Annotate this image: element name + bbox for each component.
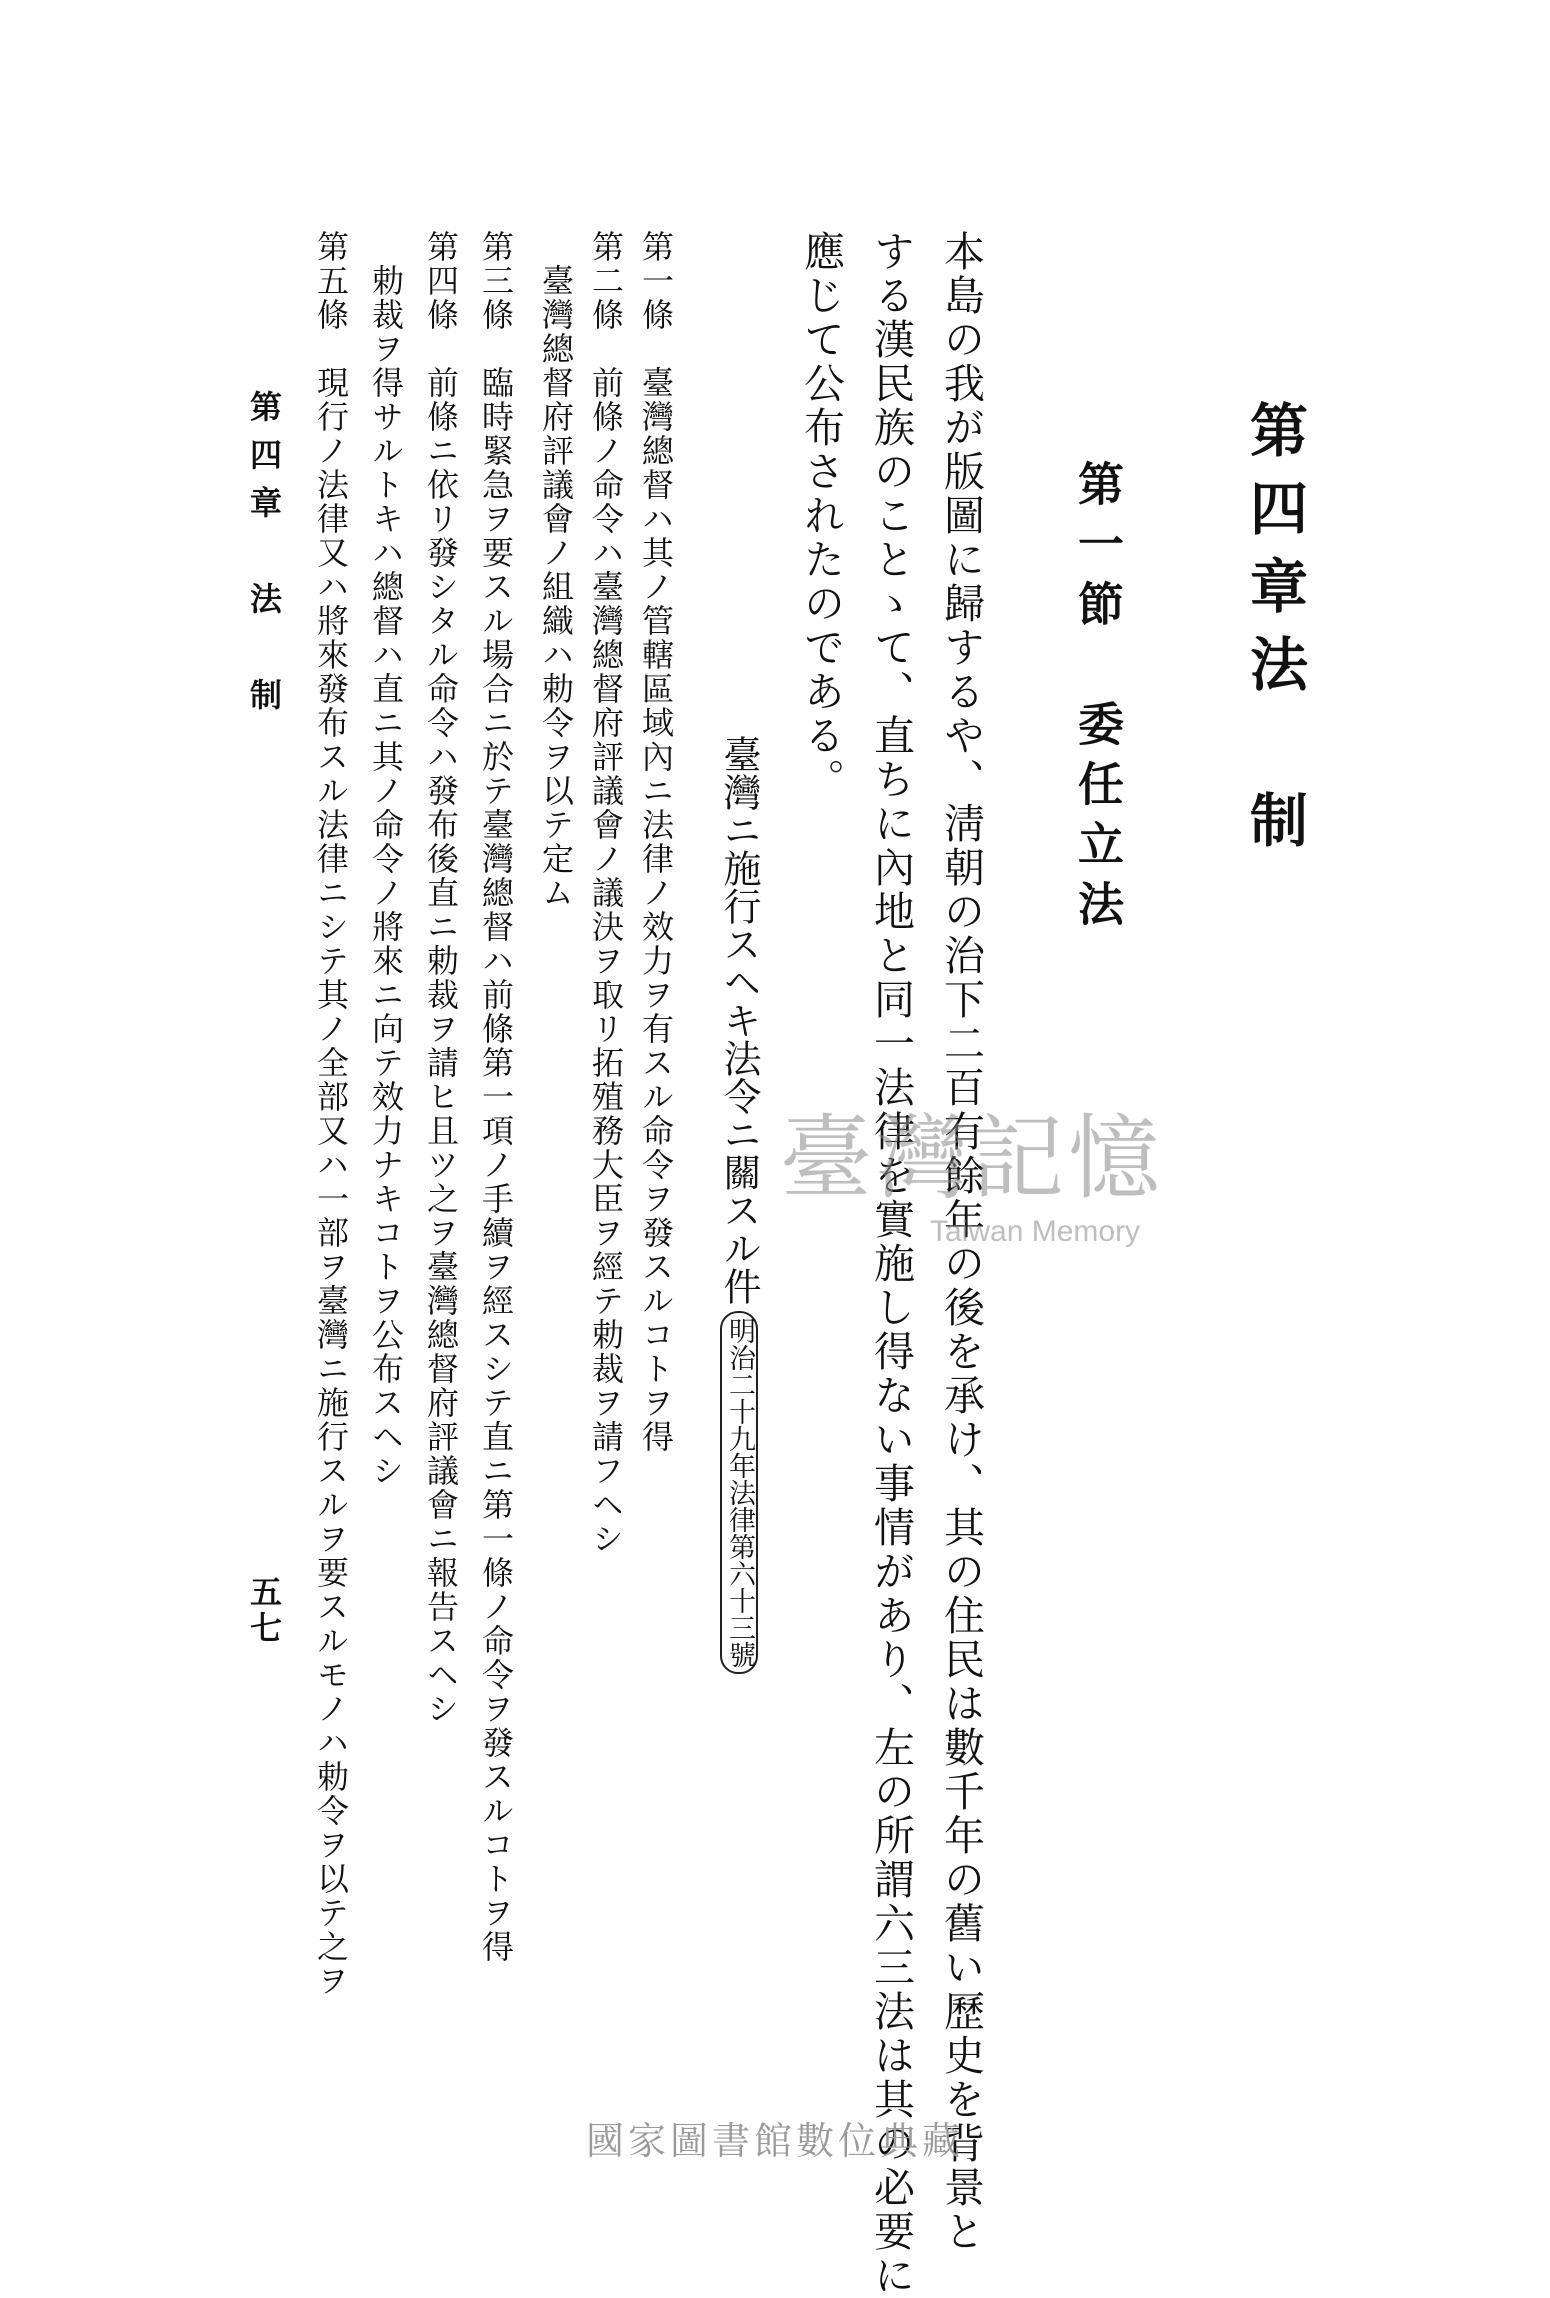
law-title <box>717 735 761 1674</box>
article-2: 第二條 前條ノ命令ハ臺灣總督府評議會ノ議決ヲ取リ拓殖務大臣ヲ經テ勅裁ヲ請フヘシ <box>587 230 625 1556</box>
page-number: 五七 <box>245 1575 283 1647</box>
chapter-title: 第四章法 制 <box>1240 400 1308 868</box>
article-4-para-2: 勅裁ヲ得サルトキハ總督ハ直ニ其ノ命令ノ將來ニ向テ效力ナキコトヲ公布スヘシ <box>367 230 405 1488</box>
watermark-en-text: Taiwan Memory <box>930 1215 1141 1248</box>
article-4: 第四條 前條ニ依リ發シタル命令ハ發布後直ニ勅裁ヲ請ヒ且ツ之ヲ臺灣總督府評議會ニ報告スヘシ <box>422 230 460 1726</box>
watermark-cjk-text: 臺灣記憶 <box>780 1105 1165 1212</box>
taiwan-memory-watermark <box>780 1085 1240 1265</box>
article-3: 第三條 臨時緊急ヲ要スル場合ニ於テ臺灣總督ハ前條第一項ノ手續ヲ經スシテ直ニ第一條ノ命令ヲ發スルコトヲ得 <box>477 230 515 1964</box>
law-note: 明治二十九年法律第六十三號 <box>720 1311 758 1674</box>
intro-column-1: 本島の我が版圖に歸するや、淸朝の治下二百有餘年の後を承け、其の住民は數千年の舊い歷史を背景と <box>937 230 985 2254</box>
article-5: 第五條 現行ノ法律又ハ將來發布スル法律ニシテ其ノ全部又ハ一部ヲ臺灣ニ施行スルヲ要スルモノハ勅令ヲ以テ之ヲ <box>312 230 350 1998</box>
intro-column-2: する漢民族のことゝて、直ちに內地と同一法律を實施し得ない事情があり、左の所謂六三法は其の必要に <box>867 230 915 2298</box>
library-mark: 國家圖書館數位典藏 <box>585 2119 964 2163</box>
intro-column-3: 應じて公布されたのである。 <box>797 230 845 802</box>
article-1: 第一條 臺灣總督ハ其ノ管轄區域內ニ法律ノ效力ヲ有スル命令ヲ發スルコトヲ得 <box>637 230 675 1454</box>
article-2-para-2: 臺灣總督府評議會ノ組織ハ勅令ヲ以テ定ム <box>537 230 575 910</box>
law-title-text: 臺灣ニ施行スヘキ法令ニ關スル件 <box>717 735 761 1305</box>
section-title: 第一節 委任立法 <box>1071 460 1125 940</box>
running-head: 第四章 法 制 <box>245 390 283 726</box>
